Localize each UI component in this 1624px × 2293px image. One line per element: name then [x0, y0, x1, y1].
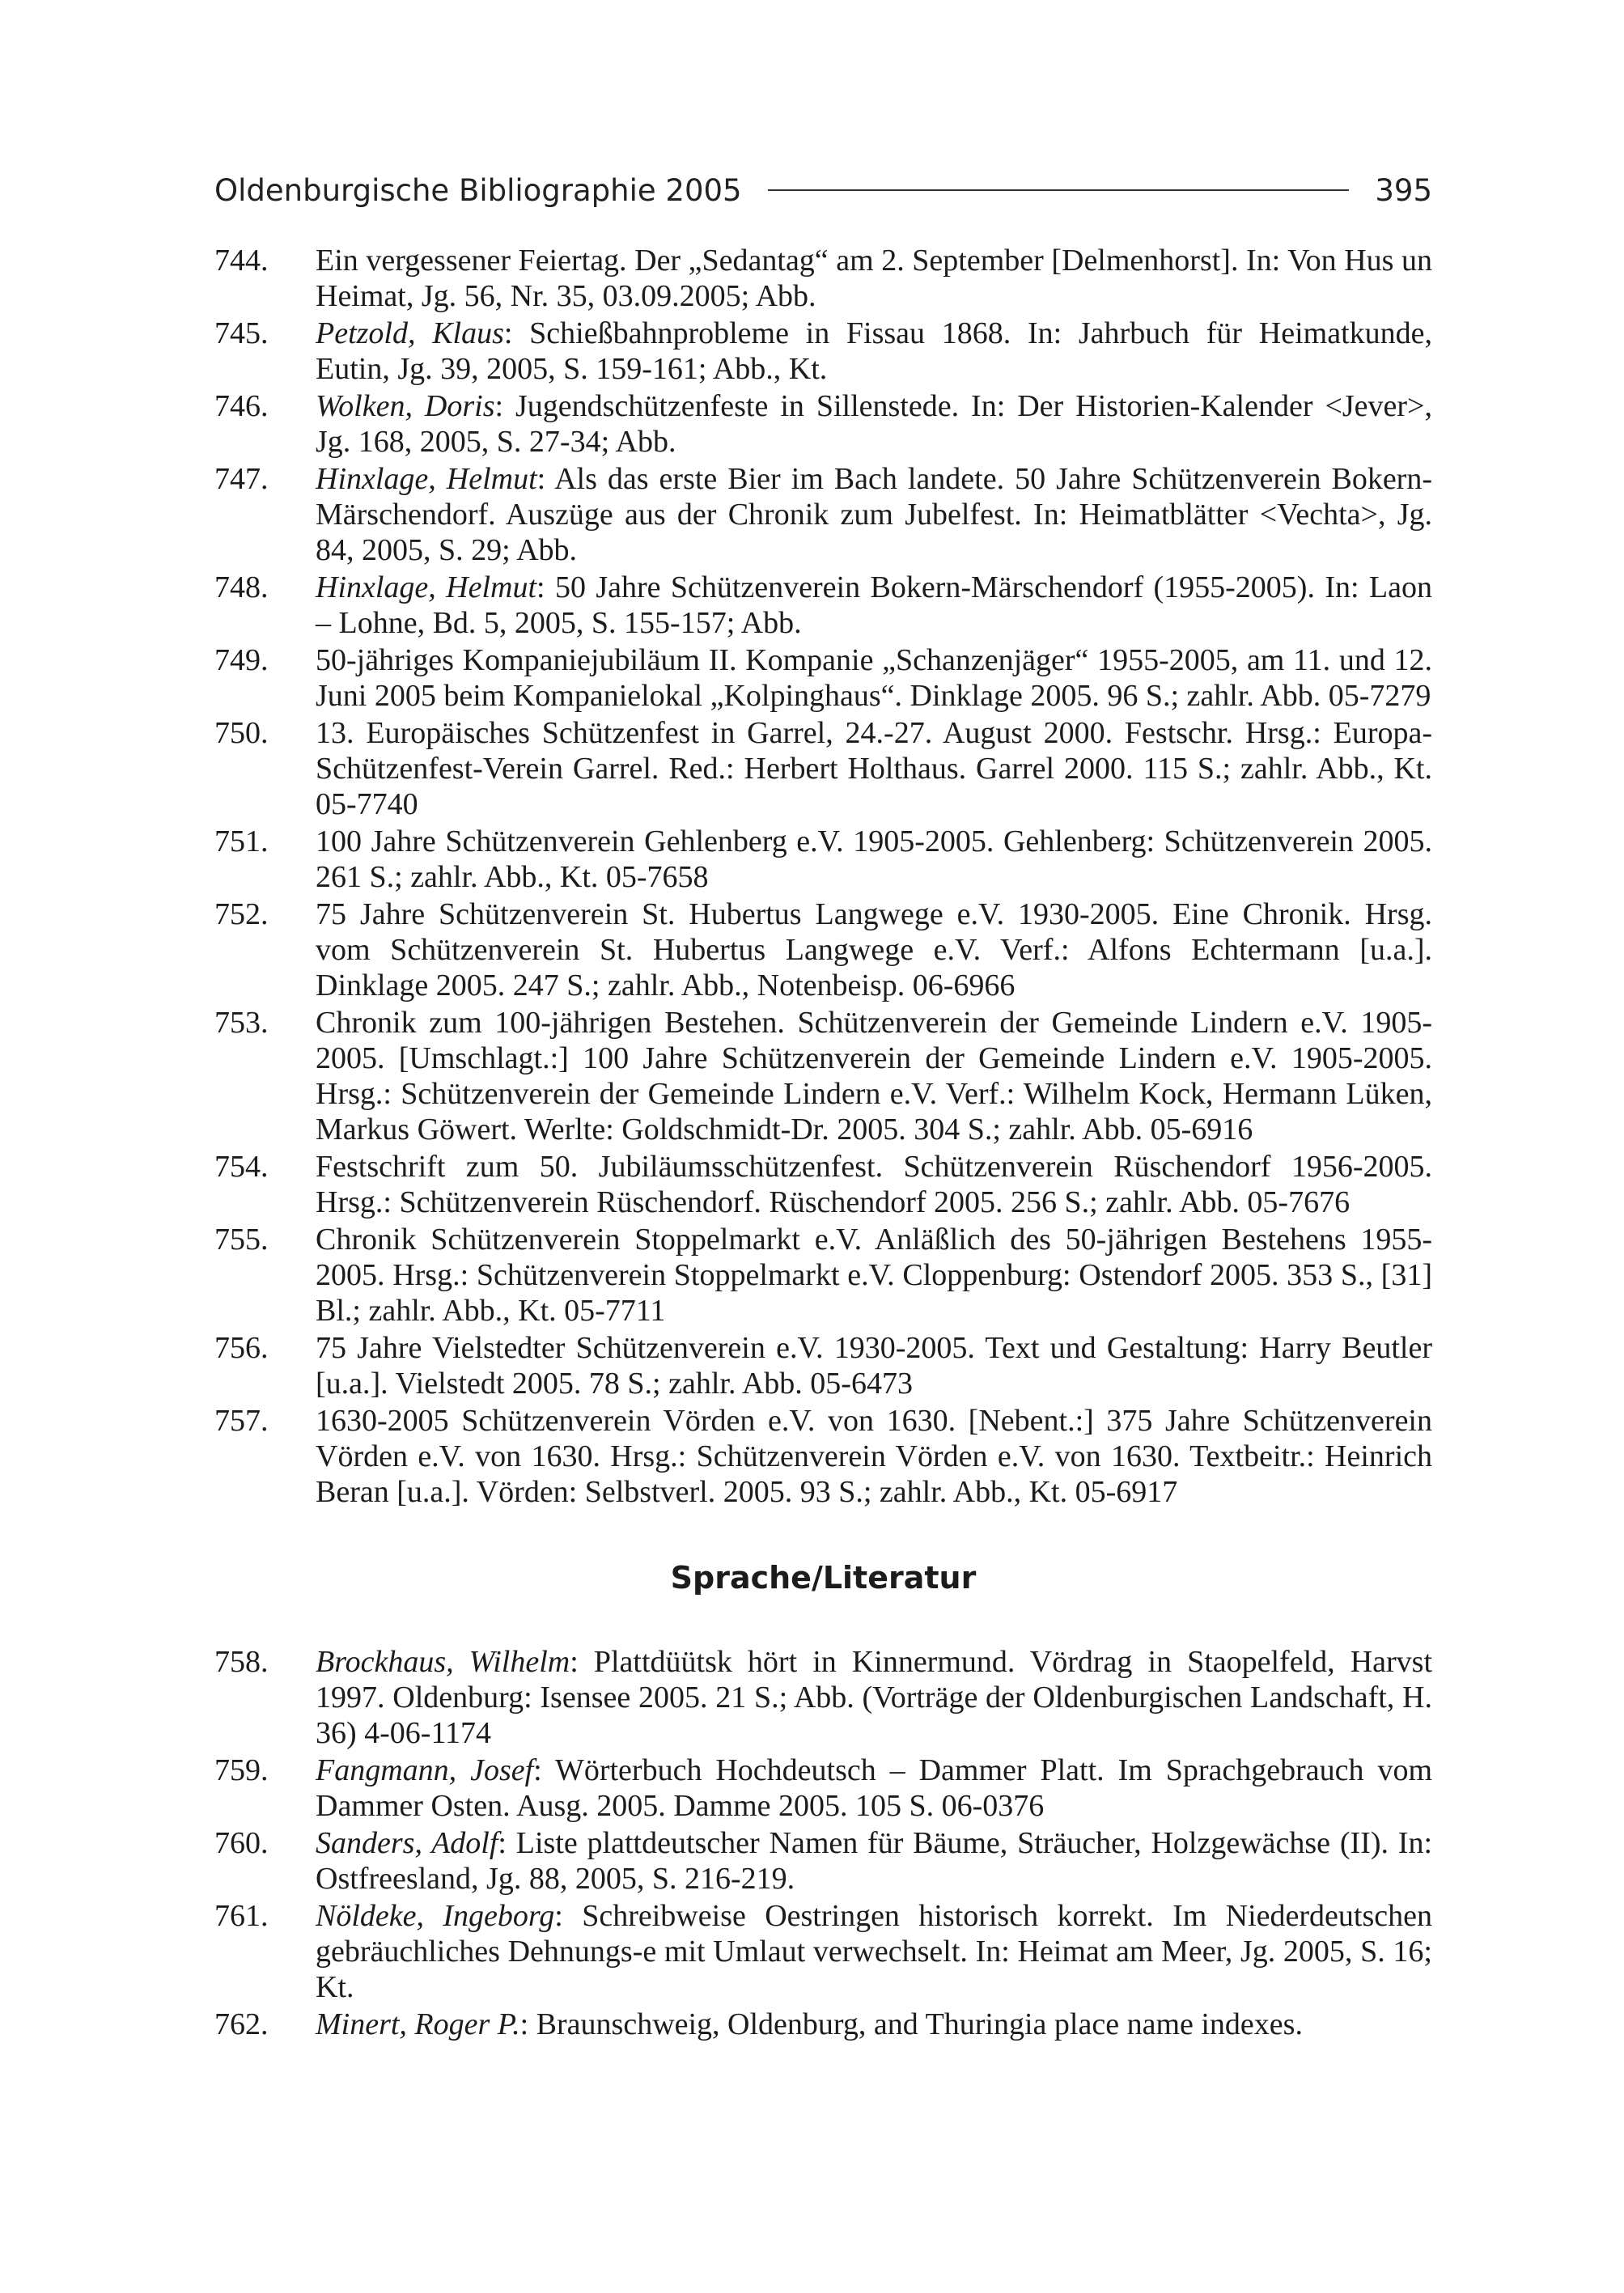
bibliography-entry — [214, 1898, 1432, 2005]
entry-text — [316, 1403, 1432, 1510]
entry-text — [316, 1753, 1432, 1824]
bibliography-entry — [214, 243, 1432, 314]
header-rule — [768, 189, 1350, 191]
bibliography-entry — [214, 824, 1432, 895]
entry-number: 752. — [214, 897, 269, 931]
entry-number: 762. — [214, 2007, 269, 2041]
entry-author: Wolken, Doris — [316, 389, 495, 423]
page-number: 395 — [1375, 172, 1432, 208]
bibliography-entry — [214, 1753, 1432, 1824]
entry-description: : Als das erste Bier im Bach landete. 50 Jahre Schützenverein Bokern-Märschendorf. Auszüge aus der Chronik zum Jubelfest. In: Heimatblätter <Vechta>, Jg. 84, 2005, S. 29; Abb. — [316, 462, 1432, 567]
entry-description: : Schießbahnprobleme in Fissau 1868. In: Jahrbuch für Heimatkunde, Eutin, Jg. 39, 2005, S. 159-161; Abb., Kt. — [316, 316, 1432, 386]
entry-text — [316, 1898, 1432, 2005]
bibliography-entry — [214, 1825, 1432, 1897]
bibliography-entry — [214, 2007, 1432, 2042]
bibliography-entry — [214, 570, 1432, 641]
entry-number: 756. — [214, 1331, 269, 1365]
entry-text — [316, 715, 1432, 822]
entry-description: : Liste plattdeutscher Namen für Bäume, Sträucher, Holzgewächse (II). In: Ostfreesland, Jg. 88, 2005, S. 216-219. — [316, 1826, 1432, 1896]
entry-list-schuetzenwesen — [214, 243, 1432, 1510]
entry-number: 761. — [214, 1899, 269, 1933]
entry-number: 748. — [214, 570, 269, 604]
entry-description: 50-jähriges Kompaniejubiläum II. Kompanie „Schanzenjäger“ 1955-2005, am 11. und 12. Juni 2005 beim Kompanielokal „Kolpinghaus“. Dinklage 2005. 96 S.; zahlr. Abb. 05-7279 — [316, 643, 1432, 713]
entry-description: 13. Europäisches Schützenfest in Garrel, 24.-27. August 2000. Festschr. Hrsg.: Europa-Schützenfest-Verein Garrel. Red.: Herbert Holthaus. Garrel 2000. 115 S.; zahlr. Abb., Kt. 05-7740 — [316, 716, 1432, 821]
entry-number: 750. — [214, 716, 269, 750]
entry-description: 75 Jahre Vielstedter Schützenverein e.V. 1930-2005. Text und Gestaltung: Harry Beutler [u.a.]. Vielstedt 2005. 78 S.; zahlr. Abb. 05-6473 — [316, 1331, 1432, 1401]
entry-description: : Plattdüütsk hört in Kinnermund. Vördrag in Staopelfeld, Harvst 1997. Oldenburg: Isensee 2005. 21 S.; Abb. (Vorträge der Oldenburgischen Landschaft, H. 36) 4-06-1174 — [316, 1645, 1432, 1750]
entry-text — [316, 824, 1432, 895]
entry-text — [316, 642, 1432, 714]
bibliography-entry — [214, 316, 1432, 387]
entry-text — [316, 1005, 1432, 1147]
entry-number: 745. — [214, 316, 269, 350]
bibliography-body — [214, 243, 1432, 2044]
entry-text — [316, 2007, 1432, 2042]
header-title: Oldenburgische Bibliographie 2005 — [214, 172, 742, 208]
entry-text — [316, 243, 1432, 314]
entry-text — [316, 388, 1432, 460]
entry-text — [316, 570, 1432, 641]
entry-description: Chronik Schützenverein Stoppelmarkt e.V. Anläßlich des 50-jährigen Bestehens 1955-2005. Hrsg.: Schützenverein Stoppelmarkt e.V. Cloppenburg: Ostendorf 2005. 353 S., [31] Bl.; zahlr. Abb., Kt. 05-7711 — [316, 1223, 1432, 1328]
entry-author: Sanders, Adolf — [316, 1826, 498, 1860]
entry-text — [316, 1222, 1432, 1329]
entry-number: 747. — [214, 462, 269, 496]
entry-description: : Schreibweise Oestringen historisch korrekt. Im Niederdeutschen gebräuchliches Dehnungs-e mit Umlaut verwechselt. In: Heimat am Meer, Jg. 2005, S. 16; Kt. — [316, 1899, 1432, 2004]
entry-author: Minert, Roger P. — [316, 2007, 520, 2041]
bibliography-entry — [214, 1403, 1432, 1510]
entry-description: : Wörterbuch Hochdeutsch – Dammer Platt. Im Sprachgebrauch vom Dammer Osten. Ausg. 2005. Damme 2005. 105 S. 06-0376 — [316, 1753, 1432, 1823]
bibliography-entry — [214, 1005, 1432, 1147]
entry-number: 759. — [214, 1753, 269, 1787]
entry-description: Chronik zum 100-jährigen Bestehen. Schützenverein der Gemeinde Lindern e.V. 1905-2005. [Umschlagt.:] 100 Jahre Schützenverein der Gemeinde Lindern e.V. 1905-2005. Hrsg.: Schützenverein der Gemeinde Lindern e.V. Verf.: Wilhelm Kock, Hermann Lüken, Markus Göwert. Werlte: Goldschmidt-Dr. 2005. 304 S.; zahlr. Abb. 05-6916 — [316, 1006, 1432, 1146]
entry-number: 760. — [214, 1826, 269, 1860]
entry-text — [316, 1825, 1432, 1897]
entry-author: Brockhaus, Wilhelm — [316, 1645, 570, 1679]
entry-number: 746. — [214, 389, 269, 423]
entry-description: Ein vergessener Feiertag. Der „Sedantag“ am 2. September [Delmenhorst]. In: Von Hus un Heimat, Jg. 56, Nr. 35, 03.09.2005; Abb. — [316, 244, 1432, 313]
entry-text — [316, 1149, 1432, 1220]
entry-list-sprache-literatur — [214, 1644, 1432, 2042]
bibliography-entry — [214, 1222, 1432, 1329]
entry-description: 75 Jahre Schützenverein St. Hubertus Langwege e.V. 1930-2005. Eine Chronik. Hrsg. vom Schützenverein St. Hubertus Langwege e.V. Verf.: Alfons Echtermann [u.a.]. Dinklage 2005. 247 S.; zahlr. Abb., Notenbeisp. 06-6966 — [316, 897, 1432, 1002]
entry-text — [316, 1644, 1432, 1751]
entry-number: 755. — [214, 1223, 269, 1257]
entry-number: 753. — [214, 1006, 269, 1040]
entry-number: 758. — [214, 1645, 269, 1679]
bibliography-entry — [214, 642, 1432, 714]
entry-author: Nöldeke, Ingeborg — [316, 1899, 555, 1933]
entry-author: Fangmann, Josef — [316, 1753, 534, 1787]
entry-number: 757. — [214, 1404, 269, 1438]
entry-number: 754. — [214, 1150, 269, 1184]
entry-number: 751. — [214, 824, 269, 858]
entry-description: : Jugendschützenfeste in Sillenstede. In: Der Historien-Kalender <Jever>, Jg. 168, 2005, S. 27-34; Abb. — [316, 389, 1432, 459]
entry-number: 744. — [214, 244, 269, 278]
bibliography-entry — [214, 461, 1432, 568]
entry-author: Hinxlage, Helmut — [316, 570, 537, 604]
bibliography-entry — [214, 896, 1432, 1003]
entry-text — [316, 461, 1432, 568]
entry-text — [316, 896, 1432, 1003]
entry-text — [316, 1330, 1432, 1401]
bibliography-entry — [214, 388, 1432, 460]
running-header — [214, 166, 1432, 214]
entry-description: : 50 Jahre Schützenverein Bokern-Märschendorf (1955-2005). In: Laon – Lohne, Bd. 5, 2005, S. 155-157; Abb. — [316, 570, 1432, 640]
entry-author: Hinxlage, Helmut — [316, 462, 537, 496]
bibliography-entry — [214, 1330, 1432, 1401]
entry-author: Petzold, Klaus — [316, 316, 504, 350]
entry-description: 1630-2005 Schützenverein Vörden e.V. von 1630. [Nebent.:] 375 Jahre Schützenverein Vörden e.V. von 1630. Hrsg.: Schützenverein Vörden e.V. von 1630. Textbeitr.: Heinrich Beran [u.a.]. Vörden: Selbstverl. 2005. 93 S.; zahlr. Abb., Kt. 05-6917 — [316, 1404, 1432, 1509]
bibliography-entry — [214, 1149, 1432, 1220]
bibliography-entry — [214, 715, 1432, 822]
bibliography-entry — [214, 1644, 1432, 1751]
entry-description: : Braunschweig, Oldenburg, and Thuringia place name indexes. — [519, 2007, 1303, 2041]
entry-description: 100 Jahre Schützenverein Gehlenberg e.V. 1905-2005. Gehlenberg: Schützenverein 2005. 261 S.; zahlr. Abb., Kt. 05-7658 — [316, 824, 1432, 894]
section-heading: Sprache/Literatur — [670, 1560, 977, 1596]
entry-number: 749. — [214, 643, 269, 677]
entry-text — [316, 316, 1432, 387]
entry-description: Festschrift zum 50. Jubiläumsschützenfest. Schützenverein Rüschendorf 1956-2005. Hrsg.: Schützenverein Rüschendorf. Rüschendorf 2005. 256 S.; zahlr. Abb. 05-7676 — [316, 1150, 1432, 1219]
